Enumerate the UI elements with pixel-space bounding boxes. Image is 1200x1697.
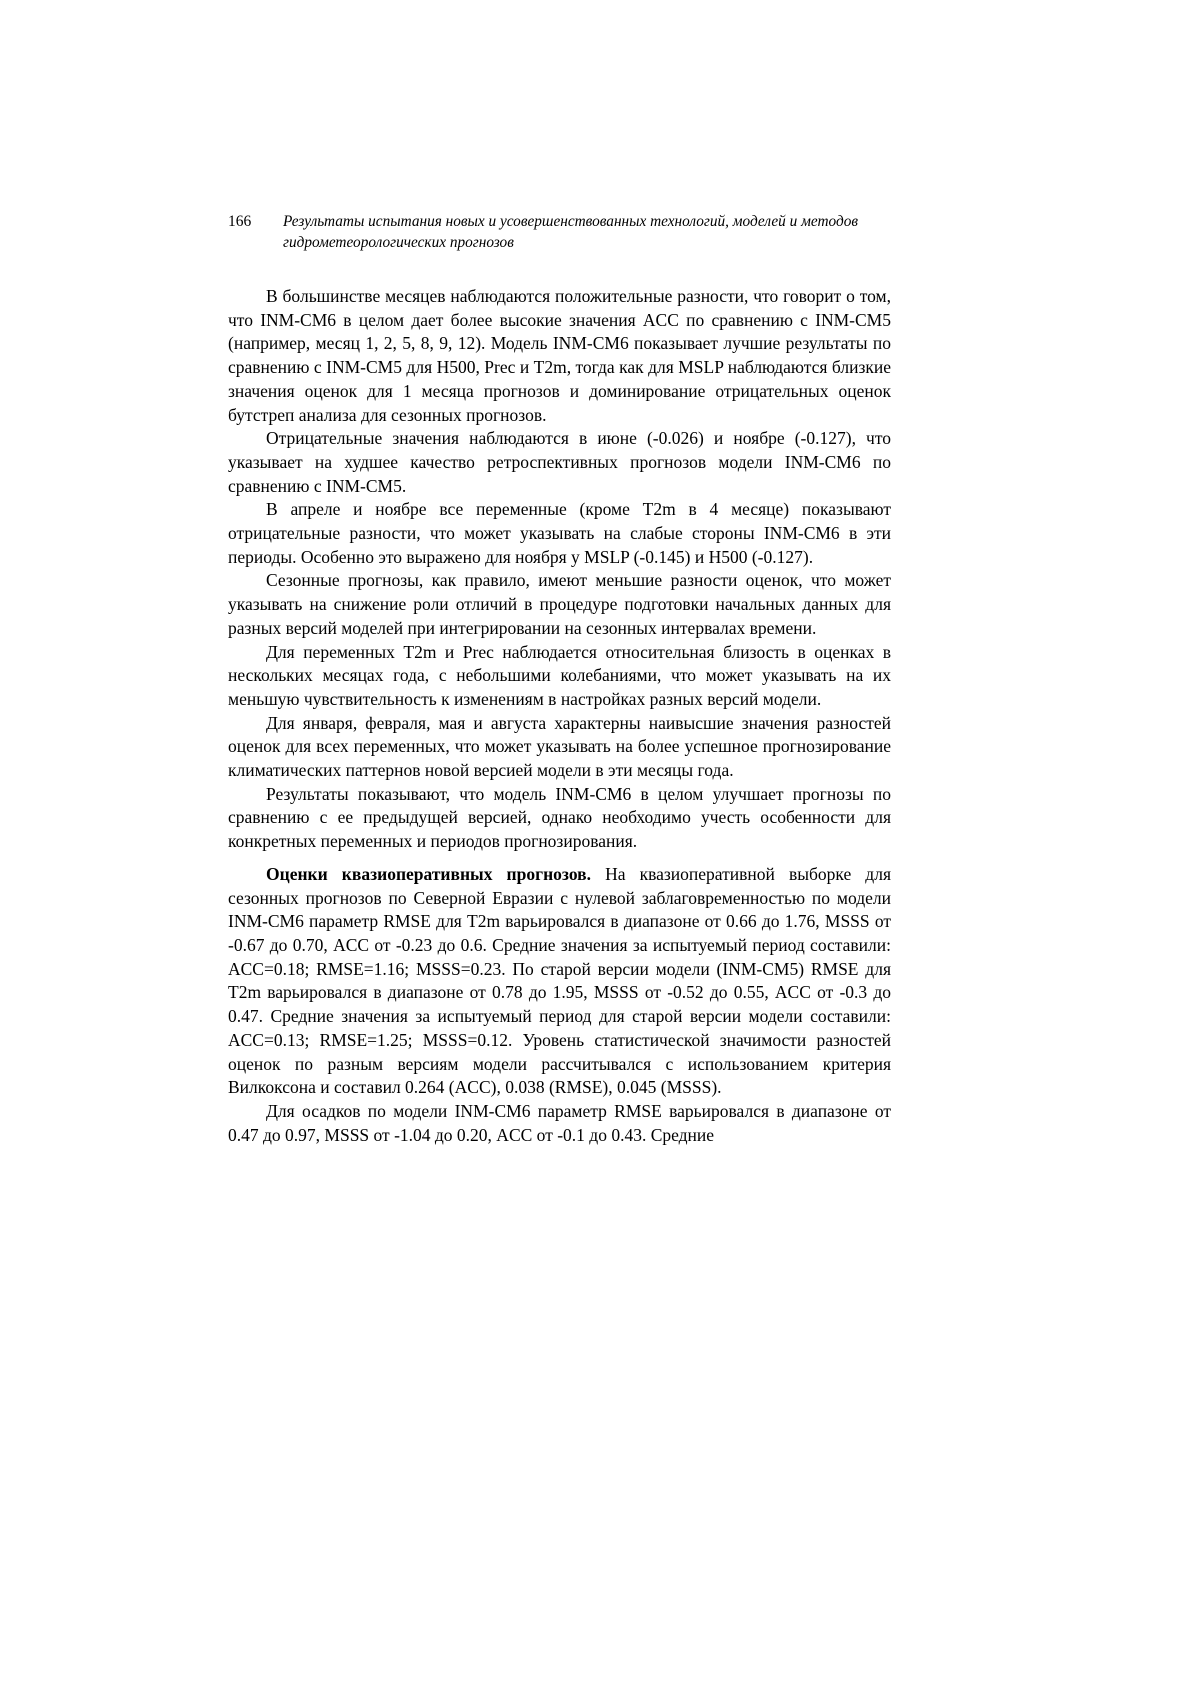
paragraph xyxy=(228,498,891,569)
paragraph-text: Результаты показывают, что модель INM-CM6 в целом улучшает прогнозы по сравнению с ее предыдущей версией, однако необходимо учесть особенности для конкретных переменных и периодов прогнозирования. xyxy=(228,783,891,852)
paragraph xyxy=(228,783,891,854)
page-content xyxy=(228,212,891,1147)
paragraph xyxy=(228,1100,891,1147)
paragraph-text: На квазиоперативной выборке для сезонных прогнозов по Северной Евразии с нулевой заблаговременностью по модели INM-CM6 параметр RMSE для T2m варьировался в диапазоне от 0.66 до 1.76, MSSS от -0.67 до 0.70, ACC от -0.23 до 0.6. Средние значения за испытуемый период составили: ACC=0.18; RMSE=1.16; MSSS=0.23. По старой версии модели (INM-CM5) RMSE для T2m варьировался в диапазоне от 0.78 до 1.95, MSSS от -0.52 до 0.55, ACC от -0.3 до 0.47. Средние значения за испытуемый период для старой версии модели составили: ACC=0.13; RMSE=1.25; MSSS=0.12. Уровень статистической значимости разностей оценок по разным версиям модели рассчитывался с использованием критерия Вилкоксона и составил 0.264 (ACC), 0.038 (RMSE), 0.045 (MSSS). xyxy=(228,863,891,1098)
paragraph xyxy=(228,569,891,640)
paragraph-text: Отрицательные значения наблюдаются в июне (-0.026) и ноябре (-0.127), что указывает на худшее качество ретроспективных прогнозов модели INM-CM6 по сравнению с INM-CM5. xyxy=(228,428,891,496)
page-number: 166 xyxy=(228,213,252,230)
paragraph-text: Для переменных T2m и Prec наблюдается относительная близость в оценках в нескольких месяцах года, с небольшими колебаниями, что может указывать на их меньшую чувствительность к изменениям в настройках разных версий модели. xyxy=(228,641,891,709)
paragraph-quasi-operational-estimates xyxy=(228,863,891,1100)
paragraph-text: В большинстве месяцев наблюдаются положительные разности, что говорит о том, что INM-CM6 в целом дает более высокие значения ACC по сравнению с INM-CM5 (например, месяц 1, 2, 5, 8, 9, 12). Модель INM-CM6 показывает лучшие результаты по сравнению с INM-CM5 для H500, Prec и T2m, тогда как для MSLP наблюдаются близкие значения оценок для 1 месяца прогнозов и доминирование отрицательных оценок бутстреп анализа для сезонных прогнозов. xyxy=(228,286,891,425)
paragraph xyxy=(228,712,891,783)
paragraph-text: Для осадков по модели INM-CM6 параметр RMSE варьировался в диапазоне от 0.47 до 0.97, MSSS от -1.04 до 0.20, ACC от -0.1 до 0.43. Средние xyxy=(228,1100,891,1145)
paragraph xyxy=(228,427,891,498)
paragraph-text: В апреле и ноябре все переменные (кроме T2m в 4 месяце) показывают отрицательные разности, что может указывать на слабые стороны INM-CM6 в эти периоды. Особенно это выражено для ноября у MSLP (-0.145) и H500 (-0.127). xyxy=(228,499,891,567)
running-header-text: Результаты испытания новых и усовершенствованных технологий, моделей и методов гидрометеорологических прогнозов xyxy=(283,213,858,251)
paragraph-text: Для января, февраля, мая и августа характерны наивысшие значения разностей оценок для всех переменных, что может указывать на более успешное прогнозирование климатических паттернов новой версией модели в эти месяцы года. xyxy=(228,712,891,781)
paragraph xyxy=(228,641,891,712)
section-heading: Оценки квазиоперативных прогнозов. xyxy=(266,863,591,884)
paragraph xyxy=(228,285,891,427)
paragraph-text: Сезонные прогнозы, как правило, имеют меньшие разности оценок, что может указывать на снижение роли отличий в процедуре подготовки начальных данных для разных версий моделей при интегрировании на сезонных интервалах времени. xyxy=(228,570,891,638)
page-body xyxy=(228,285,891,1147)
page-header xyxy=(228,212,891,253)
